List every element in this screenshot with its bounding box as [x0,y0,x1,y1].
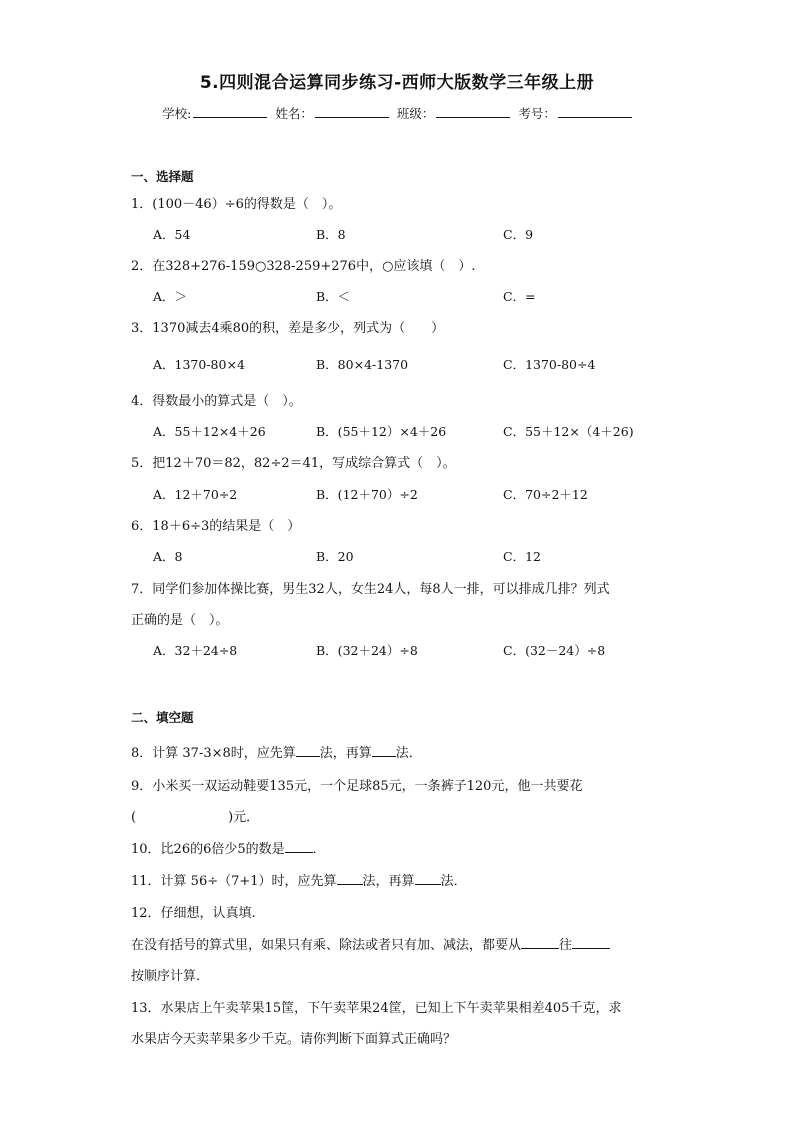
question-3-stem: 3．1370减去4乘80的积，差是多少，列式为（ ） [131,321,445,336]
question-11-blank-2 [415,872,441,885]
question-12-line3: 按顺序计算． [131,969,210,984]
class-label: 班级： [396,106,435,121]
name-blank [315,105,389,118]
question-6-option-c: C．12 [503,549,541,564]
question-7-option-b: B．(32＋24）÷8 [316,643,418,658]
question-7-stem-line1: 7．同学们参加体操比赛，男生32人，女生24人，每8人一排，可以排成几排？列式 [131,582,610,597]
question-3-option-b: B．80×4-1370 [316,357,409,372]
question-5-stem: 5．把12＋70＝82，82÷2＝41，写成综合算式（ ）。 [131,456,456,471]
question-6-option-a: A．8 [153,549,183,564]
question-9-line2 [131,806,259,825]
question-12-stem: 12．仔细想，认真填. [131,906,256,921]
question-12-text-2: 往 [559,938,573,953]
question-10-text-2: ． [312,842,326,857]
question-2-option-c: C．= [503,289,536,304]
question-6-option-b: B．20 [316,549,354,564]
school-label: 学校: [162,106,192,121]
question-4-option-c: C．55＋12×（4＋26) [503,424,634,439]
question-8-text-2: 法，再算 [319,746,372,761]
question-2-option-a: A．＞ [153,289,188,304]
question-12-line2 [131,934,610,953]
question-5-option-c: C．70÷2＋12 [503,487,588,502]
section-heading-fill: 二、填空题 [131,710,194,725]
question-8-blank-1 [296,744,320,757]
question-7-stem-line2: 正确的是（ ）。 [131,613,229,628]
question-11-text-1: 11．计算 56÷（7+1）时，应先算 [131,874,337,889]
question-5-option-b: B．(12＋70）÷2 [316,487,418,502]
question-4-option-a: A．55＋12×4＋26 [153,424,266,439]
school-blank [193,105,267,118]
question-9-open-paren: ( [131,810,137,825]
question-9-line1: 9．小米买一双运动鞋要135元，一个足球85元，一条裤子120元，他一共要花 [131,779,583,794]
question-5-option-a: A．12＋70÷2 [153,487,238,502]
question-2-stem: 2．在328+276-159○328-259+276中，○应该填（ ）. [131,259,476,274]
question-1-option-c: C．9 [503,227,534,242]
question-1-option-a: A．54 [153,227,191,242]
question-8-text-1: 8．计算 37-3×8时，应先算 [131,746,296,761]
question-13-line2: 水果店今天卖苹果多少千克。请你判断下面算式正确吗？ [131,1032,457,1047]
student-info-row [0,104,794,122]
question-4-stem: 4．得数最小的算式是（ ）。 [131,394,302,409]
section-heading-choice: 一、选择题 [131,169,194,184]
question-10 [131,838,326,857]
question-1-stem: 1．(100－46）÷6的得数是（ ）。 [131,197,342,212]
question-11-blank-1 [337,872,363,885]
exam-no-blank [558,105,632,118]
question-12-text-1: 在没有括号的算式里，如果只有乘、除法或者只有加、减法，都要从 [131,938,522,953]
question-8 [131,742,422,761]
question-11-text-3: 法． [440,874,467,889]
question-6-stem: 6．18＋6÷3的结果是（ ） [131,519,301,534]
question-2-option-b: B．＜ [316,289,351,304]
question-8-text-3: 法． [395,746,422,761]
question-12-blank-2 [572,936,610,949]
question-11-text-2: 法，再算 [362,874,415,889]
question-1-option-b: B．8 [316,227,346,242]
question-10-text-1: 10．比26的6倍少5的数是 [131,842,285,857]
question-4-option-b: B．(55＋12）×4＋26 [316,424,447,439]
question-3-option-a: A．1370-80×4 [153,357,245,372]
question-13-line1: 13．水果店上午卖苹果15筐，下午卖苹果24筐，已知上下午卖苹果相差405千克，求 [131,1001,622,1016]
question-9-close-text: )元． [228,810,260,825]
question-12-blank-1 [521,936,559,949]
exam-no-label: 考号： [518,106,556,121]
question-7-option-a: A．32＋24÷8 [153,643,238,658]
question-10-blank [285,840,313,853]
question-3-option-c: C．1370-80÷4 [503,357,596,372]
name-label: 姓名： [275,106,313,121]
question-7-option-c: C．(32－24）÷8 [503,643,606,658]
class-blank [436,105,510,118]
question-8-blank-2 [372,744,396,757]
page-title: 5.四则混合运算同步练习-西师大版数学三年级上册 [199,73,595,93]
question-11 [131,870,467,889]
